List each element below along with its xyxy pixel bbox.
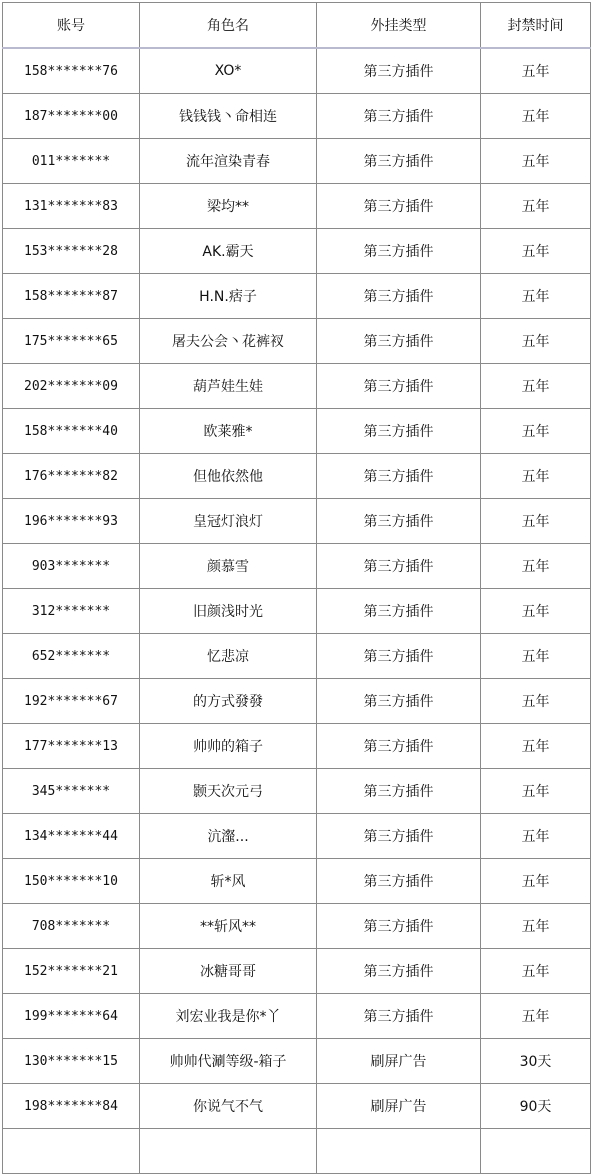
role-name-cell — [140, 1129, 317, 1174]
header-ban-duration: 封禁时间 — [481, 3, 591, 49]
account-cell: 202*******09 — [3, 364, 140, 409]
cheat-type-cell: 第三方插件 — [317, 229, 481, 274]
ban-duration-cell: 五年 — [481, 274, 591, 319]
cheat-type-cell: 第三方插件 — [317, 274, 481, 319]
cheat-type-cell: 刷屏广告 — [317, 1084, 481, 1129]
cheat-type-cell: 第三方插件 — [317, 409, 481, 454]
role-name-cell: AK.霸天 — [140, 229, 317, 274]
role-name-cell: 但他依然他 — [140, 454, 317, 499]
table-row — [3, 94, 591, 139]
ban-duration-cell: 五年 — [481, 634, 591, 679]
ban-duration-cell: 五年 — [481, 949, 591, 994]
role-name-cell: 皇冠灯浪灯 — [140, 499, 317, 544]
role-name-cell: 忆悲凉 — [140, 634, 317, 679]
role-name-cell: 斩*风 — [140, 859, 317, 904]
ban-duration-cell: 五年 — [481, 904, 591, 949]
cheat-type-cell: 第三方插件 — [317, 364, 481, 409]
table-row — [3, 814, 591, 859]
table-row — [3, 319, 591, 364]
role-name-cell: 颜慕雪 — [140, 544, 317, 589]
ban-duration-cell: 五年 — [481, 724, 591, 769]
table-row — [3, 769, 591, 814]
cheat-type-cell: 第三方插件 — [317, 454, 481, 499]
table-row — [3, 48, 591, 94]
account-cell: 708******* — [3, 904, 140, 949]
role-name-cell: 刘宏业我是你*丫 — [140, 994, 317, 1039]
account-cell: 345******* — [3, 769, 140, 814]
ban-duration-cell: 五年 — [481, 48, 591, 94]
account-cell: 131*******83 — [3, 184, 140, 229]
table-row — [3, 634, 591, 679]
table-row — [3, 679, 591, 724]
account-cell: 175*******65 — [3, 319, 140, 364]
cheat-type-cell: 第三方插件 — [317, 544, 481, 589]
cheat-type-cell: 第三方插件 — [317, 859, 481, 904]
table-row — [3, 274, 591, 319]
ban-duration-cell: 五年 — [481, 499, 591, 544]
table-row — [3, 1039, 591, 1084]
header-cheat-type: 外挂类型 — [317, 3, 481, 49]
ban-duration-cell: 五年 — [481, 229, 591, 274]
cheat-type-cell: 第三方插件 — [317, 814, 481, 859]
cheat-type-cell: 第三方插件 — [317, 769, 481, 814]
ban-duration-cell: 五年 — [481, 679, 591, 724]
table-row — [3, 724, 591, 769]
cheat-type-cell: 第三方插件 — [317, 994, 481, 1039]
table-row — [3, 904, 591, 949]
role-name-cell: **斩风** — [140, 904, 317, 949]
account-cell: 903******* — [3, 544, 140, 589]
role-name-cell: 欧莱雅* — [140, 409, 317, 454]
ban-duration-cell: 五年 — [481, 184, 591, 229]
role-name-cell: 帅帅代涮等级-箱子 — [140, 1039, 317, 1084]
role-name-cell: 的方式發發 — [140, 679, 317, 724]
role-name-cell: 流年渲染青春 — [140, 139, 317, 184]
account-cell: 150*******10 — [3, 859, 140, 904]
table-row — [3, 949, 591, 994]
account-cell — [3, 1129, 140, 1174]
account-cell: 134*******44 — [3, 814, 140, 859]
role-name-cell: 沆瀣... — [140, 814, 317, 859]
table-row — [3, 364, 591, 409]
header-role-name: 角色名 — [140, 3, 317, 49]
table-row — [3, 859, 591, 904]
cheat-type-cell: 第三方插件 — [317, 319, 481, 364]
table-row — [3, 544, 591, 589]
cheat-type-cell: 第三方插件 — [317, 904, 481, 949]
account-cell: 158*******40 — [3, 409, 140, 454]
table-row — [3, 994, 591, 1039]
ban-list-table — [2, 2, 591, 1174]
role-name-cell: 旧颜浅时光 — [140, 589, 317, 634]
cheat-type-cell: 刷屏广告 — [317, 1039, 481, 1084]
account-cell: 158*******87 — [3, 274, 140, 319]
account-cell: 130*******15 — [3, 1039, 140, 1084]
role-name-cell: 你说气不气 — [140, 1084, 317, 1129]
account-cell: 158*******76 — [3, 48, 140, 94]
account-cell: 177*******13 — [3, 724, 140, 769]
cheat-type-cell — [317, 1129, 481, 1174]
role-name-cell: 帅帅的箱子 — [140, 724, 317, 769]
ban-duration-cell: 五年 — [481, 589, 591, 634]
table-row — [3, 589, 591, 634]
account-cell: 192*******67 — [3, 679, 140, 724]
table-row — [3, 1084, 591, 1129]
ban-duration-cell: 五年 — [481, 859, 591, 904]
ban-duration-cell: 五年 — [481, 319, 591, 364]
table-row — [3, 499, 591, 544]
ban-duration-cell: 30天 — [481, 1039, 591, 1084]
account-cell: 196*******93 — [3, 499, 140, 544]
ban-duration-cell: 五年 — [481, 94, 591, 139]
account-cell: 011******* — [3, 139, 140, 184]
table-row — [3, 184, 591, 229]
table-row — [3, 229, 591, 274]
ban-duration-cell: 90天 — [481, 1084, 591, 1129]
table-header-row — [3, 3, 591, 49]
role-name-cell: 屠夫公会丶花裤衩 — [140, 319, 317, 364]
ban-duration-cell — [481, 1129, 591, 1174]
header-account: 账号 — [3, 3, 140, 49]
cheat-type-cell: 第三方插件 — [317, 949, 481, 994]
cheat-type-cell: 第三方插件 — [317, 94, 481, 139]
account-cell: 199*******64 — [3, 994, 140, 1039]
role-name-cell: H.N.痞子 — [140, 274, 317, 319]
cheat-type-cell: 第三方插件 — [317, 499, 481, 544]
account-cell: 652******* — [3, 634, 140, 679]
table-row — [3, 409, 591, 454]
ban-duration-cell: 五年 — [481, 814, 591, 859]
account-cell: 153*******28 — [3, 229, 140, 274]
role-name-cell: 钱钱钱丶命相连 — [140, 94, 317, 139]
ban-duration-cell: 五年 — [481, 454, 591, 499]
account-cell: 152*******21 — [3, 949, 140, 994]
ban-duration-cell: 五年 — [481, 994, 591, 1039]
account-cell: 198*******84 — [3, 1084, 140, 1129]
ban-duration-cell: 五年 — [481, 409, 591, 454]
role-name-cell: XO* — [140, 48, 317, 94]
role-name-cell: 冰糖哥哥 — [140, 949, 317, 994]
ban-duration-cell: 五年 — [481, 769, 591, 814]
ban-duration-cell: 五年 — [481, 544, 591, 589]
cheat-type-cell: 第三方插件 — [317, 679, 481, 724]
account-cell: 312******* — [3, 589, 140, 634]
cheat-type-cell: 第三方插件 — [317, 184, 481, 229]
table-row — [3, 454, 591, 499]
cheat-type-cell: 第三方插件 — [317, 724, 481, 769]
table-row — [3, 1129, 591, 1174]
cheat-type-cell: 第三方插件 — [317, 589, 481, 634]
cheat-type-cell: 第三方插件 — [317, 48, 481, 94]
account-cell: 187*******00 — [3, 94, 140, 139]
ban-duration-cell: 五年 — [481, 139, 591, 184]
role-name-cell: 梁均** — [140, 184, 317, 229]
role-name-cell: 葫芦娃生娃 — [140, 364, 317, 409]
cheat-type-cell: 第三方插件 — [317, 139, 481, 184]
account-cell: 176*******82 — [3, 454, 140, 499]
role-name-cell: 颢天次元弓 — [140, 769, 317, 814]
table-row — [3, 139, 591, 184]
ban-duration-cell: 五年 — [481, 364, 591, 409]
cheat-type-cell: 第三方插件 — [317, 634, 481, 679]
